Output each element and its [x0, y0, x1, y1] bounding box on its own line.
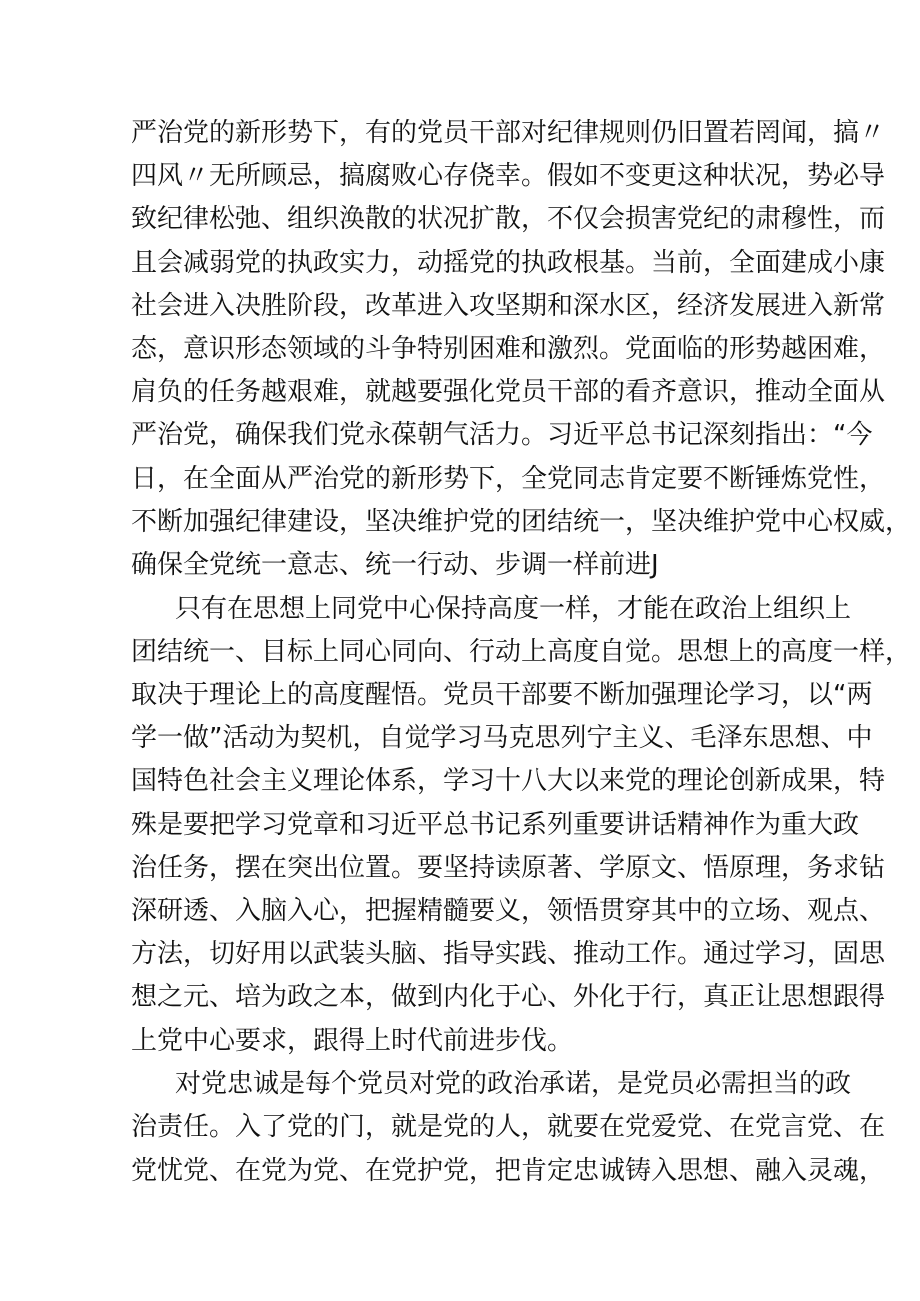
text-line: 学一做”活动为契机，自觉学习马克思列宁主义、毛泽东思想、中: [131, 723, 873, 754]
text-line: 确保全党统一意志、统一行动、步调一样前进J: [131, 550, 659, 581]
text-line: 治任务，摆在突出位置。要坚持读原著、学原文、悟原理，务求钻: [131, 852, 886, 883]
text-line: 方法，切好用以武装头脑、指导实践、推动工作。通过学习，固思: [131, 939, 886, 970]
text-line: 严治党的新形势下，有的党员干部对纪律规则仍旧置若罔闻，搞〃: [131, 118, 886, 148]
text-line: 团结统一、目标上同心同向、行动上高度自觉。思想上的高度一样，: [131, 636, 912, 667]
text-line: 殊是要把学习党章和习近平总书记系列重要讲话精神作为重大政: [131, 809, 860, 840]
text-line: 态，意识形态领域的斗争特别困难和激烈。党面临的形势越困难，: [131, 334, 886, 365]
paragraph-1: [131, 112, 912, 587]
text-line: 取决于理论上的高度醒悟。党员干部要不断加强理论学习，以“两: [131, 680, 873, 711]
paragraph-3: [131, 1063, 886, 1193]
text-line: 致纪律松弛、组织涣散的状况扩散，不仅会损害党纪的肃穆性，而: [131, 204, 886, 235]
text-line: 只有在思想上同党中心保持高度一样，才能在政治上组织上: [175, 593, 852, 624]
text-line: 治责任。入了党的门，就是党的人，就要在党爱党、在党言党、在: [131, 1112, 886, 1143]
document-body: [131, 112, 912, 1193]
text-line: 严治党，确保我们党永葆朝气活力。习近平总书记深刻指出：“今: [131, 420, 873, 451]
text-line: 日，在全面从严治党的新形势下，全党同志肯定要不断锤炼党性，: [131, 463, 886, 494]
text-line: 党忧党、在党为党、在党护党，把肯定忠诚铸入思想、融入灵魂，: [131, 1155, 886, 1186]
text-line: 深研透、入脑入心，把握精髓要义，领悟贯穿其中的立场、观点、: [131, 896, 886, 927]
text-line: 四风〃无所顾忌，搞腐败心存侥幸。假如不变更这种状况，势必导: [131, 161, 886, 192]
text-line: 国特色社会主义理论体系，学习十八大以来党的理论创新成果，特: [131, 766, 886, 797]
text-line: 且会减弱党的执政实力，动摇党的执政根基。当前，全面建成小康: [131, 247, 886, 278]
text-line: 上党中心要求，跟得上时代前进步伐。: [131, 1025, 574, 1056]
text-line: 对党忠诚是每个党员对党的政治承诺，是党员必需担当的政: [175, 1069, 852, 1100]
paragraph-2: [131, 588, 912, 1063]
text-line: 肩负的任务越艰难，就越要强化党员干部的看齐意识，推动全面从: [131, 377, 886, 408]
text-line: 不断加强纪律建设，坚决维护党的团结统一，坚决维护党中心权威，: [131, 506, 912, 537]
text-line: 想之元、培为政之本，做到内化于心、外化于行，真正让思想跟得: [131, 982, 886, 1013]
text-line: 社会进入决胜阶段，改革进入攻坚期和深水区，经济发展进入新常: [131, 290, 886, 321]
